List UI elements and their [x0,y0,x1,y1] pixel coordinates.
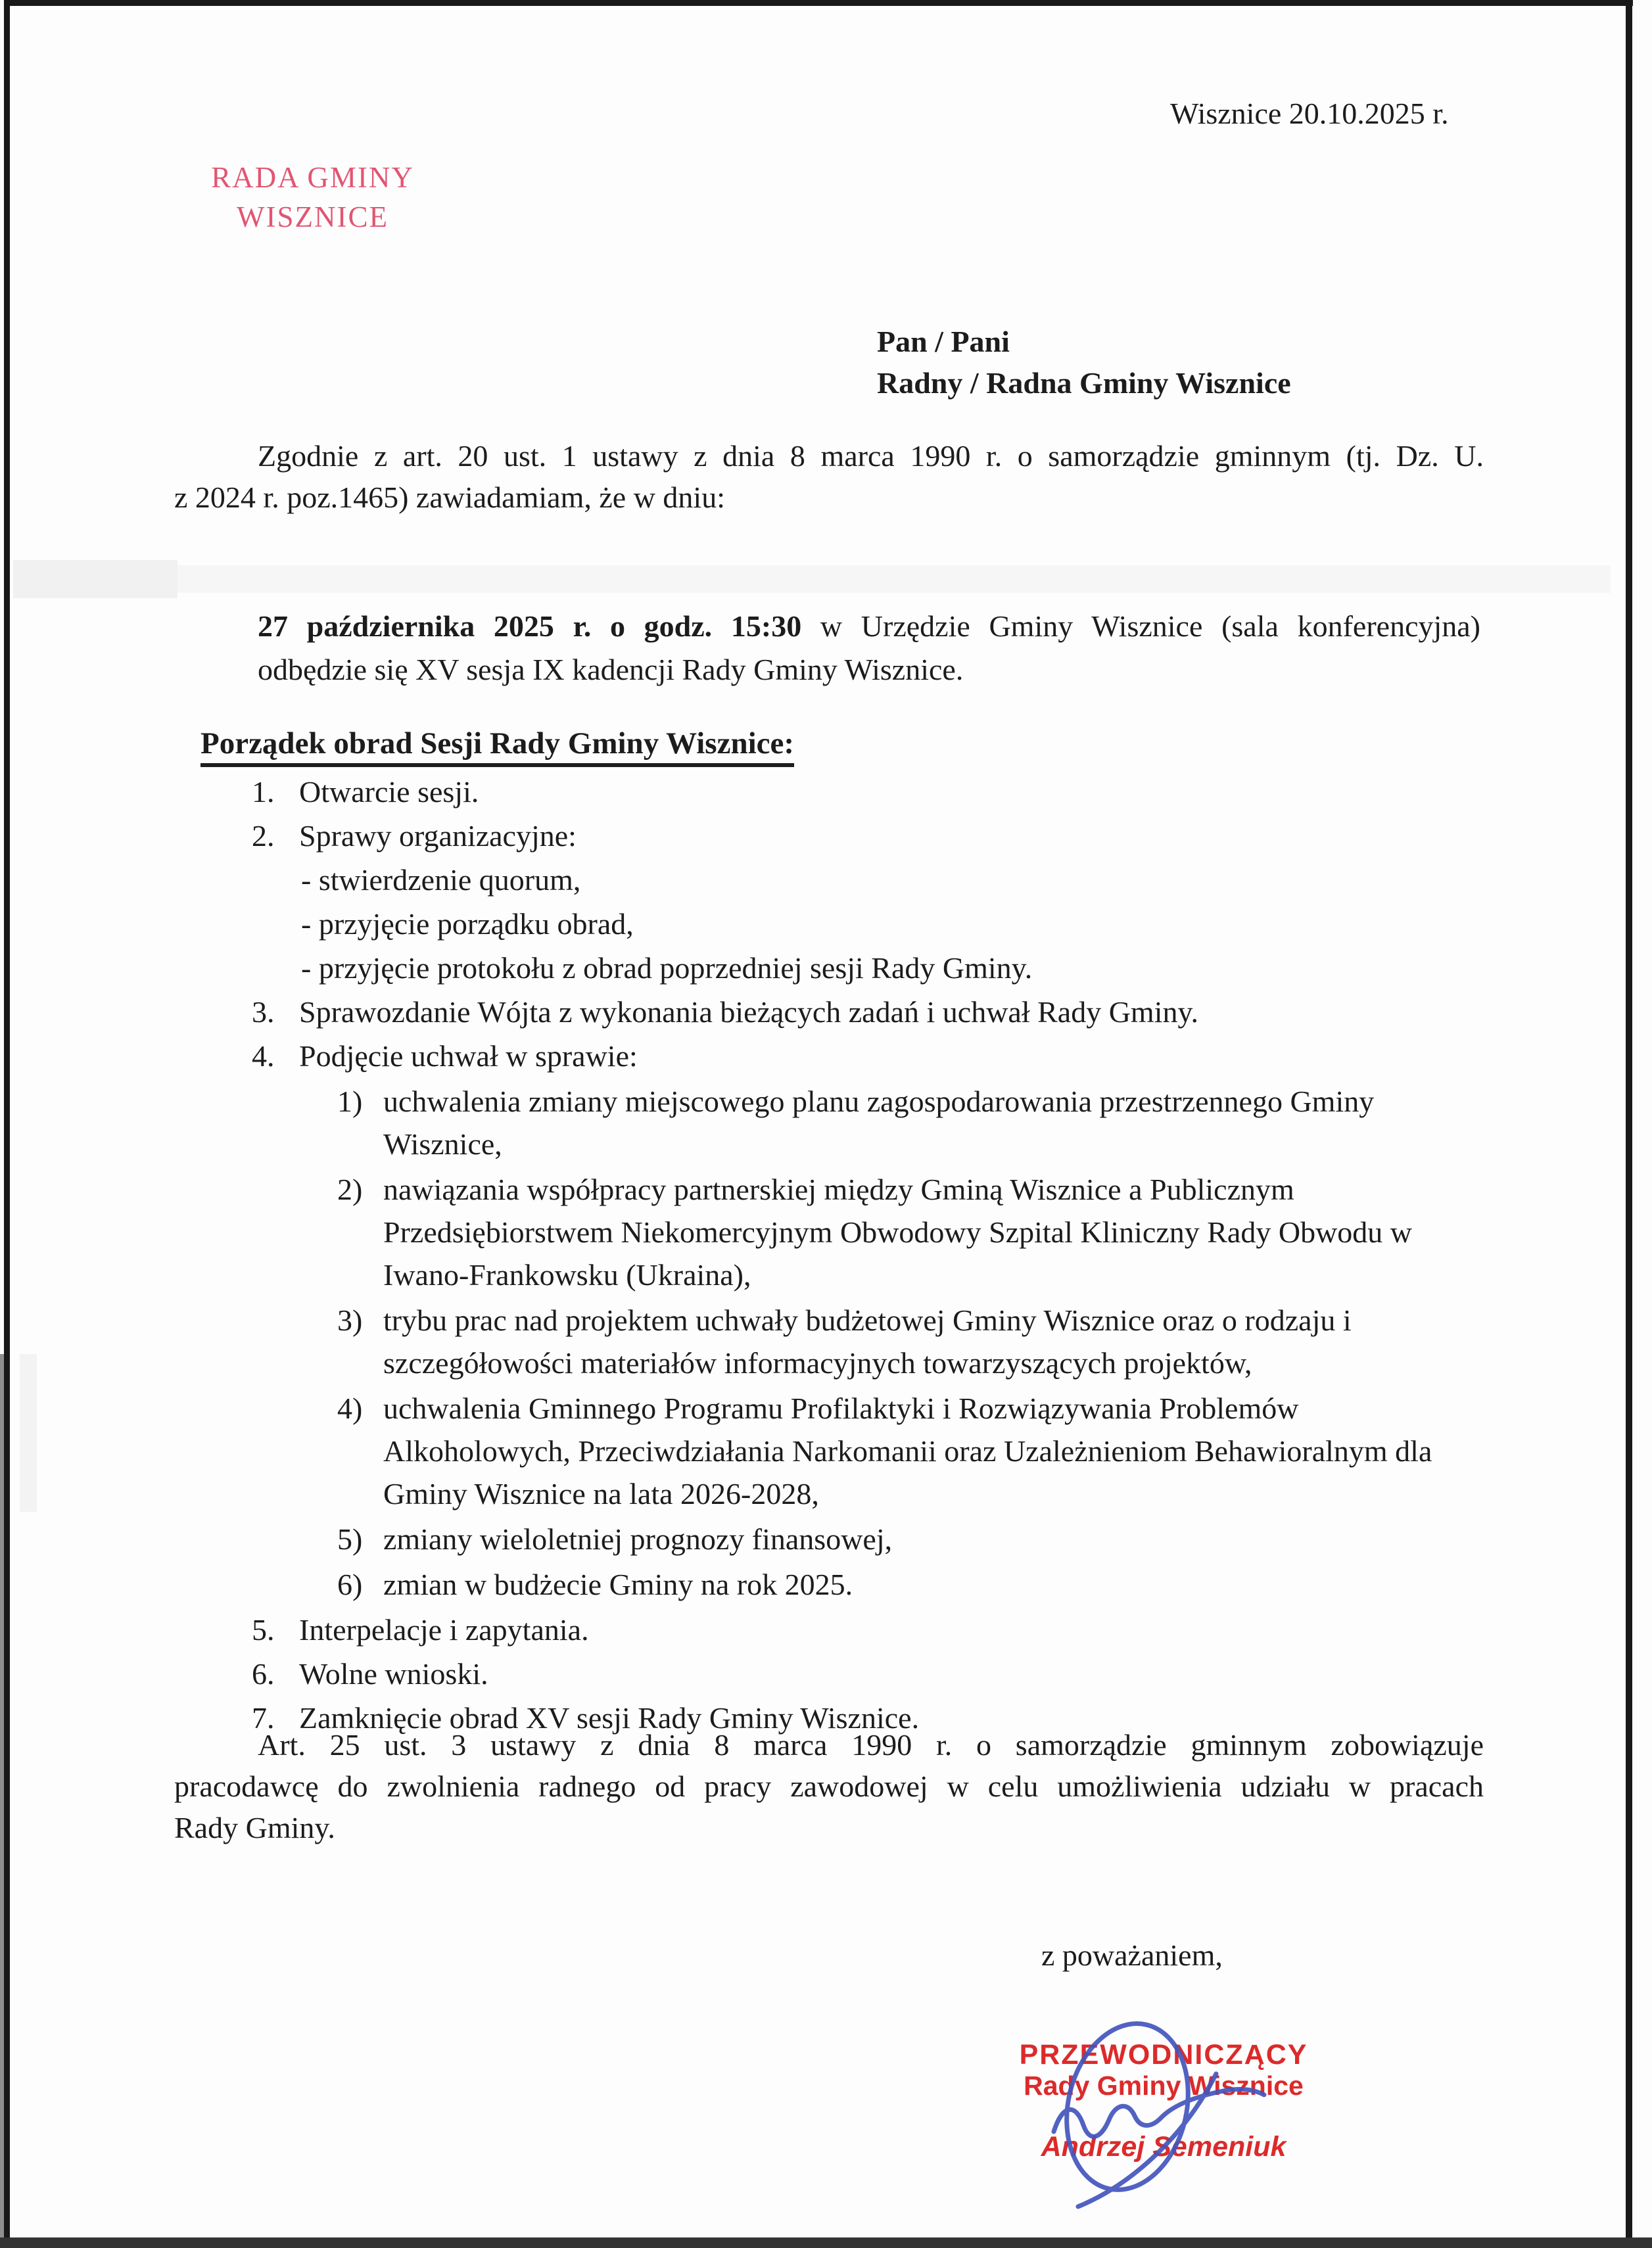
chairman-stamp [972,2039,1356,2163]
agenda-heading-text: Porządek obrad Sesji Rady Gminy Wisznice: [201,726,794,767]
item-number: 3. [252,995,275,1029]
chairman-stamp-title: PRZEWODNICZĄCY [1019,2039,1308,2071]
resolution-number: 2) [337,1173,363,1206]
item-text: Sprawy organizacyjne: [299,819,577,853]
resolution-text: uchwalenia Gminnego Programu Profilaktyki i Rozwiązywania Problemów Alkoholowych, Przeciwdziałania Narkomanii oraz Uzależnieniom Behawioralnym dla Gminy Wisznice na lata 2026-2028, [383,1392,1432,1510]
agenda-item [252,1608,1491,1651]
intro-line1: Zgodnie z art. 20 ust. 1 ustawy z dnia 8 marca 1990 r. o samorządzie gminnym (tj. Dz. U. [258,439,1484,473]
recipient-block [877,321,1291,404]
item-text: Podjęcie uchwał w sprawie: [299,1039,638,1073]
scan-artifact [13,565,1611,593]
recipient-line2: Radny / Radna Gminy Wisznice [877,366,1291,400]
recipient-line1: Pan / Pani [877,325,1010,358]
agenda-heading [201,726,794,767]
date-line: Wisznice 20.10.2025 r. [1170,97,1449,130]
intro-line2: z 2024 r. poz.1465) zawiadamiam, że w dniu: [174,480,725,514]
resolution-number: 5) [337,1522,363,1556]
resolution-text: zmian w budżecie Gminy na rok 2025. [383,1568,853,1601]
council-stamp-line1: RADA GMINY [211,161,414,194]
agenda-item [252,1652,1491,1695]
resolution-item [337,1518,1491,1560]
scan-border-left [4,0,10,2248]
resolution-item [337,1563,1491,1606]
resolution-item [337,1080,1491,1165]
session-rest: w Urzędzie Gminy Wisznice (sala konferencyjna) [801,609,1481,643]
chairman-stamp-name: Andrzej Semeniuk [1041,2131,1286,2163]
closing-paragraph [174,1724,1484,1848]
closing-line2: pracodawcę do zwolnienia radnego od pracy zawodowej w celu umożliwienia udziału w pracach [174,1769,1484,1803]
agenda-item [252,1035,1491,1077]
resolution-number: 6) [337,1568,363,1601]
agenda-item [252,770,1491,813]
item-number: 6. [252,1657,275,1691]
item-number: 2. [252,819,275,853]
scan-artifact [20,1354,37,1512]
resolution-text: trybu prac nad projektem uchwały budżetowej Gminy Wisznice oraz o rodzaju i szczegółowości materiałów informacyjnych towarzyszących projektów, [383,1303,1352,1380]
council-stamp [199,158,426,237]
session-line1 [258,605,1480,648]
agenda-dash-item: - stwierdzenie quorum, [301,863,581,897]
resolution-number: 1) [337,1085,363,1118]
resolution-item [337,1387,1491,1515]
signoff: z poważaniem, [1041,1938,1223,1972]
council-stamp-line2: WISZNICE [237,200,389,233]
item-number: 1. [252,775,275,808]
scan-border-right [1626,0,1632,2241]
scan-artifact [13,560,177,598]
resolution-text: uchwalenia zmiany miejscowego planu zagospodarowania przestrzennego Gminy Wisznice, [383,1085,1375,1161]
resolution-item [337,1299,1491,1384]
agenda-dash-item: - przyjęcie porządku obrad, [301,907,634,941]
resolution-number: 3) [337,1303,363,1337]
session-datetime: 27 października 2025 r. o godz. 15:30 [258,609,802,643]
scan-border-bottom [0,2237,1652,2248]
item-text: Zamknięcie obrad XV sesji Rady Gminy Wisznice. [299,1701,920,1735]
resolution-number: 4) [337,1392,363,1425]
chairman-stamp-subtitle: Rady Gminy Wisznice [1024,2071,1304,2101]
resolution-text: nawiązania współpracy partnerskiej między Gminą Wisznice a Publicznym Przedsiębiorstwem Niekomercyjnym Obwodowy Szpital Kliniczny Rady Obwodu w Iwano-Frankowsku (Ukraina), [383,1173,1413,1292]
scan-edge-shadow [0,1354,4,2237]
session-line2: odbędzie się XV sesja IX kadencji Rady Gminy Wisznice. [258,653,964,686]
item-number: 5. [252,1613,275,1647]
item-text: Wolne wnioski. [299,1657,488,1691]
agenda-item [252,991,1491,1033]
item-number: 7. [252,1701,275,1735]
session-notice [258,605,1480,691]
item-text: Sprawozdanie Wójta z wykonania bieżących zadań i uchwał Rady Gminy. [299,995,1199,1029]
scan-border-top [4,0,1633,6]
item-text: Otwarcie sesji. [299,775,479,808]
closing-line1: Art. 25 ust. 3 ustawy z dnia 8 marca 1990 r. o samorządzie gminnym zobowiązuje [258,1728,1484,1762]
resolution-item [337,1168,1491,1296]
agenda-item [252,814,1491,857]
item-text: Interpelacje i zapytania. [299,1613,589,1647]
agenda-dash-item: - przyjęcie protokołu z obrad poprzedniej sesji Rady Gminy. [301,951,1033,985]
agenda-list [252,769,1491,1741]
resolution-text: zmiany wieloletniej prognozy finansowej, [383,1522,893,1556]
intro-paragraph [174,435,1484,518]
closing-line3: Rady Gminy. [174,1811,335,1844]
item-number: 4. [252,1039,275,1073]
